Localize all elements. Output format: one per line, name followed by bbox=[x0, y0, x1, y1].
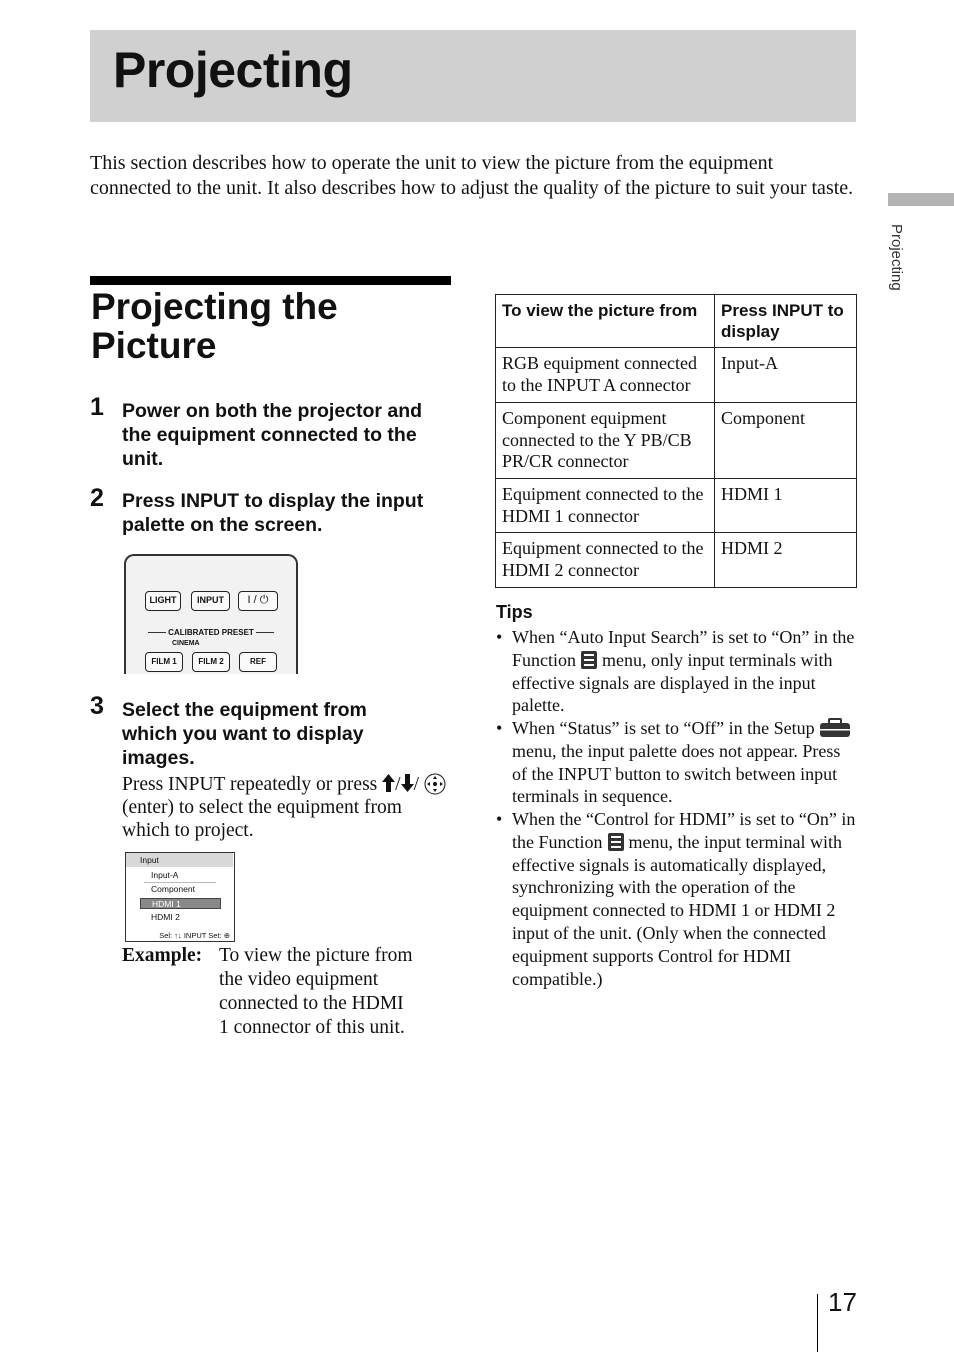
palette-item-selected: HDMI 1 bbox=[140, 898, 221, 909]
function-menu-icon bbox=[607, 832, 625, 852]
page-number-rule bbox=[817, 1294, 818, 1352]
step-3-number: 3 bbox=[90, 692, 104, 720]
table-cell: Component equipment connected to the Y PB/CB PR/CR connector bbox=[496, 403, 715, 479]
step-1-text: Power on both the projector and the equipment connected to the unit. bbox=[122, 400, 423, 470]
setup-menu-icon bbox=[819, 718, 851, 738]
palette-item: HDMI 2 bbox=[151, 912, 180, 922]
ref-button: REF bbox=[239, 652, 277, 672]
arrow-up-icon bbox=[382, 774, 395, 792]
film2-button: FILM 2 bbox=[192, 652, 230, 672]
table-row bbox=[496, 533, 857, 588]
table-cell: RGB equipment connected to the INPUT A connector bbox=[496, 348, 715, 403]
table-header-cell: To view the picture from bbox=[496, 295, 715, 348]
table-cell: HDMI 2 bbox=[715, 533, 857, 588]
tip-item: • When “Status” is set to “Off” in the Setupmenu, the input palette does not appear. Press of the INPUT button to switch between input terminals in sequence. bbox=[496, 717, 856, 808]
table-cell: Equipment connected to the HDMI 2 connector bbox=[496, 533, 715, 588]
film1-button: FILM 1 bbox=[145, 652, 183, 672]
tip-item: • When the “Control for HDMI” is set to “On” in the Function menu, the input terminal with effective signals is automatically displayed, synchronizing with the operation of the equipment connected to HDMI 1 or HDMI 2 input of the unit. (Only when the connected equipment supports Control for HDMI compatible.) bbox=[496, 809, 856, 989]
table-row bbox=[496, 348, 857, 403]
palette-title: Input bbox=[126, 853, 233, 867]
step-2-text: Press INPUT to display the input palette on the screen. bbox=[122, 490, 424, 536]
power-button: I / ⏻ bbox=[238, 591, 278, 611]
tip-item: • When “Auto Input Search” is set to “On” in the Function menu, only input terminals with effective signals are displayed in the input palette. bbox=[496, 627, 855, 716]
palette-item: Component bbox=[151, 884, 195, 894]
table-cell: HDMI 1 bbox=[715, 479, 857, 533]
tips-heading: Tips bbox=[496, 602, 533, 622]
cinema-label: CINEMA bbox=[172, 640, 200, 647]
table-row bbox=[496, 479, 857, 533]
step-3-body: Press INPUT repeatedly or press / / (enter) to select the equipment from which to project. bbox=[122, 773, 452, 842]
input-table bbox=[495, 294, 857, 588]
palette-item: Input-A bbox=[151, 870, 179, 880]
remote-control-illustration bbox=[124, 554, 298, 674]
function-menu-icon bbox=[580, 650, 598, 670]
step-2-number: 2 bbox=[90, 484, 104, 512]
table-cell: Input-A bbox=[715, 348, 857, 403]
table-cell: Equipment connected to the HDMI 1 connector bbox=[496, 479, 715, 533]
section-title: Projecting the Picture bbox=[91, 286, 338, 366]
example-label: Example: bbox=[122, 945, 203, 966]
light-button: LIGHT bbox=[145, 591, 181, 611]
page-number: 17 bbox=[828, 1287, 857, 1317]
table-header-row bbox=[496, 295, 857, 348]
table-header-cell: Press INPUT to display bbox=[715, 295, 857, 348]
input-button: INPUT bbox=[191, 591, 230, 611]
side-tab-marker bbox=[888, 193, 954, 206]
section-rule bbox=[90, 276, 451, 285]
intro-paragraph: This section describes how to operate the unit to view the picture from the equipment connected to the unit. It also describes how to adjust the quality of the picture to suit your taste. bbox=[90, 152, 854, 199]
arrow-down-icon bbox=[401, 774, 414, 792]
table-cell: Component bbox=[715, 403, 857, 479]
palette-footer: Sel: ↑↓ INPUT Set: ⊕ bbox=[159, 931, 230, 940]
step-1-number: 1 bbox=[90, 393, 104, 421]
example-text: To view the picture from the video equipment connected to the HDMI 1 connector of this unit. bbox=[219, 945, 413, 1038]
table-row bbox=[496, 403, 857, 479]
side-tab-label: Projecting bbox=[888, 224, 905, 291]
chapter-title: Projecting bbox=[113, 42, 353, 98]
enter-button-icon bbox=[424, 773, 446, 795]
step-3-text: Select the equipment from which you want to display images. bbox=[122, 699, 367, 769]
input-palette-illustration bbox=[125, 852, 235, 942]
calibrated-preset-label: CALIBRATED PRESET bbox=[146, 628, 276, 637]
